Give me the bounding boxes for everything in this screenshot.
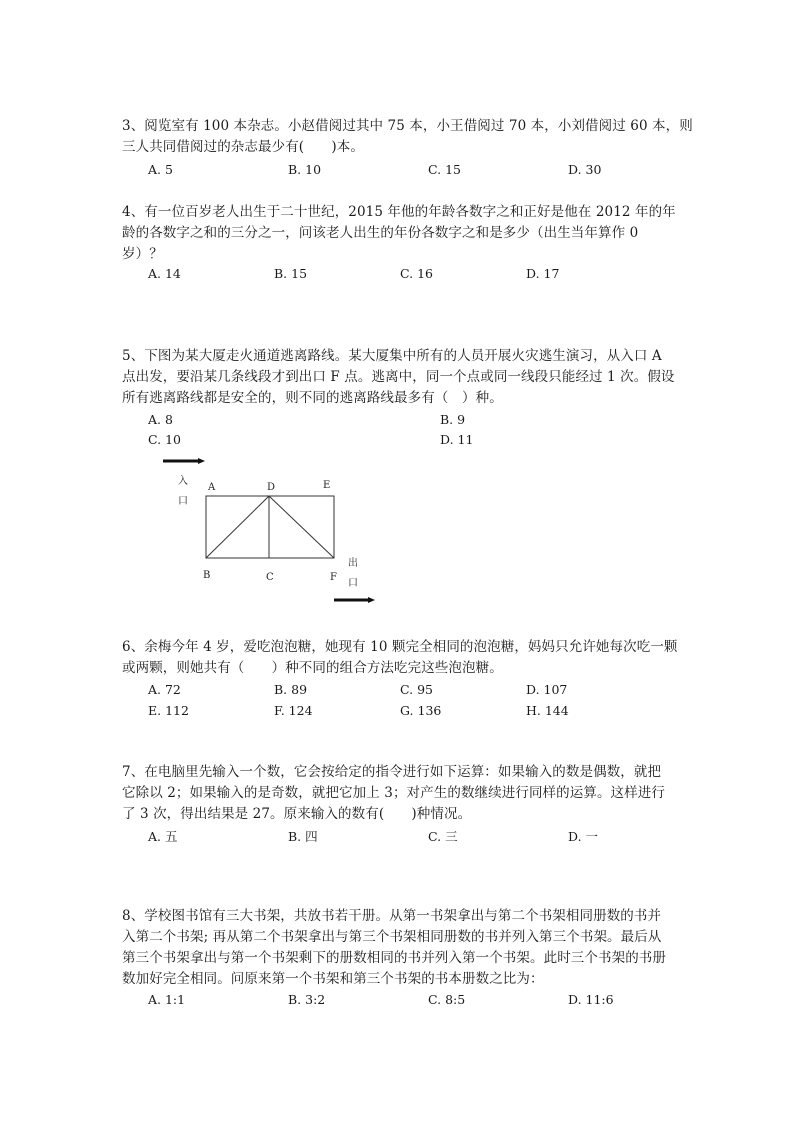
question-4 [122,202,682,265]
question-5-line-3: 所有逃离路线都是安全的，则不同的逃离路线最多有（ ）种。 [122,390,503,406]
option-b: B. 四 [288,829,318,844]
question-6-line-2: 或两颗，则她共有（ ）种不同的组合方法吃完这些泡泡糖。 [122,660,503,676]
question-4-line-1: 4、有一位百岁老人出生于二十世纪，2015 年他的年龄各数字之和正好是他在 2012 年的年 [122,204,676,220]
option-c: C. 95 [400,682,433,697]
option-d: D. 11:6 [568,992,614,1007]
option-b: B. 3:2 [288,992,326,1007]
question-4-line-3: 岁）？ [122,246,163,262]
option-c: C. 8:5 [428,992,466,1007]
question-8 [122,906,682,990]
question-5-options-row-1 [148,412,708,432]
option-c: C. 16 [400,266,433,281]
point-a-label: A [208,482,216,493]
question-6-line-1: 6、余梅今年 4 岁，爱吃泡泡糖，她现有 10 颗完全相同的泡泡糖，妈妈只允许她每次吃一颗 [122,639,678,655]
escape-route-figure [150,450,390,610]
point-b-label: B [203,570,211,581]
question-6-options-row-1 [148,682,708,702]
point-c-label: C [266,572,274,583]
question-5-options-row-2 [148,432,708,452]
question-5 [122,346,682,409]
option-d: D. 一 [568,829,599,844]
option-c: C. 10 [148,432,181,447]
option-a: A. 14 [148,266,181,281]
exit-label-1: 出 [348,558,358,569]
question-8-line-3: 第三个书架拿出与第一个书架剩下的册数相同的书并列入第一个书架。此时三个书架的书册 [122,950,666,966]
entrance-label-2: 口 [178,496,188,507]
option-f: F. 124 [274,703,313,718]
option-a: A. 1:1 [148,992,186,1007]
question-3-options [148,162,708,182]
option-a: A. 72 [148,682,181,697]
option-b: B. 89 [274,682,308,697]
option-d: D. 11 [440,432,474,447]
question-7-line-3: 了 3 次，得出结果是 27。原来输入的数有( )种情况。 [122,806,472,822]
option-c: C. 15 [428,162,461,177]
question-8-options [148,992,708,1012]
option-b: B. 9 [440,412,466,427]
option-c: C. 三 [428,829,458,844]
question-3-line-2: 三人共同借阅过的杂志最少有( )本。 [122,139,364,155]
question-3-line-1: 3、阅览室有 100 本杂志。小赵借阅过其中 75 本，小王借阅过 70 本，小刘借阅过 60 本，则 [122,118,693,134]
question-7-line-1: 7、在电脑里先输入一个数，它会按给定的指令进行如下运算：如果输入的数是偶数，就把 [122,764,662,780]
exit-label-2: 口 [348,578,358,589]
question-3 [122,116,693,158]
option-g: G. 136 [400,703,442,718]
question-8-line-1: 8、学校图书馆有三大书架，共放书若干册。从第一书架拿出与第二个书架相同册数的书并 [122,908,662,924]
point-e-label: E [323,480,331,491]
question-5-line-1: 5、下图为某大厦走火通道逃离路线。某大厦集中所有的人员开展火灾逃生演习，从入口 A [122,348,662,364]
entrance-label-1: 入 [178,476,188,487]
question-5-line-2: 点出发，要沿某几条线段才到出口 F 点。逃离中，同一个点或同一线段只能经过 1 次。假设 [122,369,675,385]
option-d: D. 30 [568,162,602,177]
option-b: B. 10 [288,162,322,177]
option-h: H. 144 [526,703,569,718]
route-diagram [206,496,334,558]
option-a: A. 5 [148,162,173,177]
question-4-options [148,266,708,286]
question-6 [122,637,682,679]
question-6-options-row-2 [148,703,708,723]
point-d-label: D [267,482,276,493]
option-a: A. 8 [148,412,173,427]
entrance-arrow [163,458,205,464]
question-7-options [148,827,708,847]
option-b: B. 15 [274,266,308,281]
question-4-line-2: 龄的各数字之和的三分之一，问该老人出生的年份各数字之和是多少（出生当年算作 0 [122,225,639,241]
option-a: A. 五 [148,829,178,844]
point-f-label: F [330,572,337,583]
option-d: D. 107 [526,682,568,697]
option-e: E. 112 [148,703,189,718]
exit-arrow [334,597,375,603]
option-d: D. 17 [526,266,560,281]
question-8-line-2: 入第二个书架; 再从第二个书架拿出与第三个书架相同册数的书并列入第三个书架。最后从 [122,929,662,945]
question-8-line-4: 数加好完全相同。问原来第一个书架和第三个书架的书本册数之比为： [122,971,544,987]
question-7 [122,762,682,825]
question-7-line-2: 它除以 2；如果输入的是奇数，就把它加上 3；对产生的数继续进行同样的运算。这样进行 [122,785,665,801]
